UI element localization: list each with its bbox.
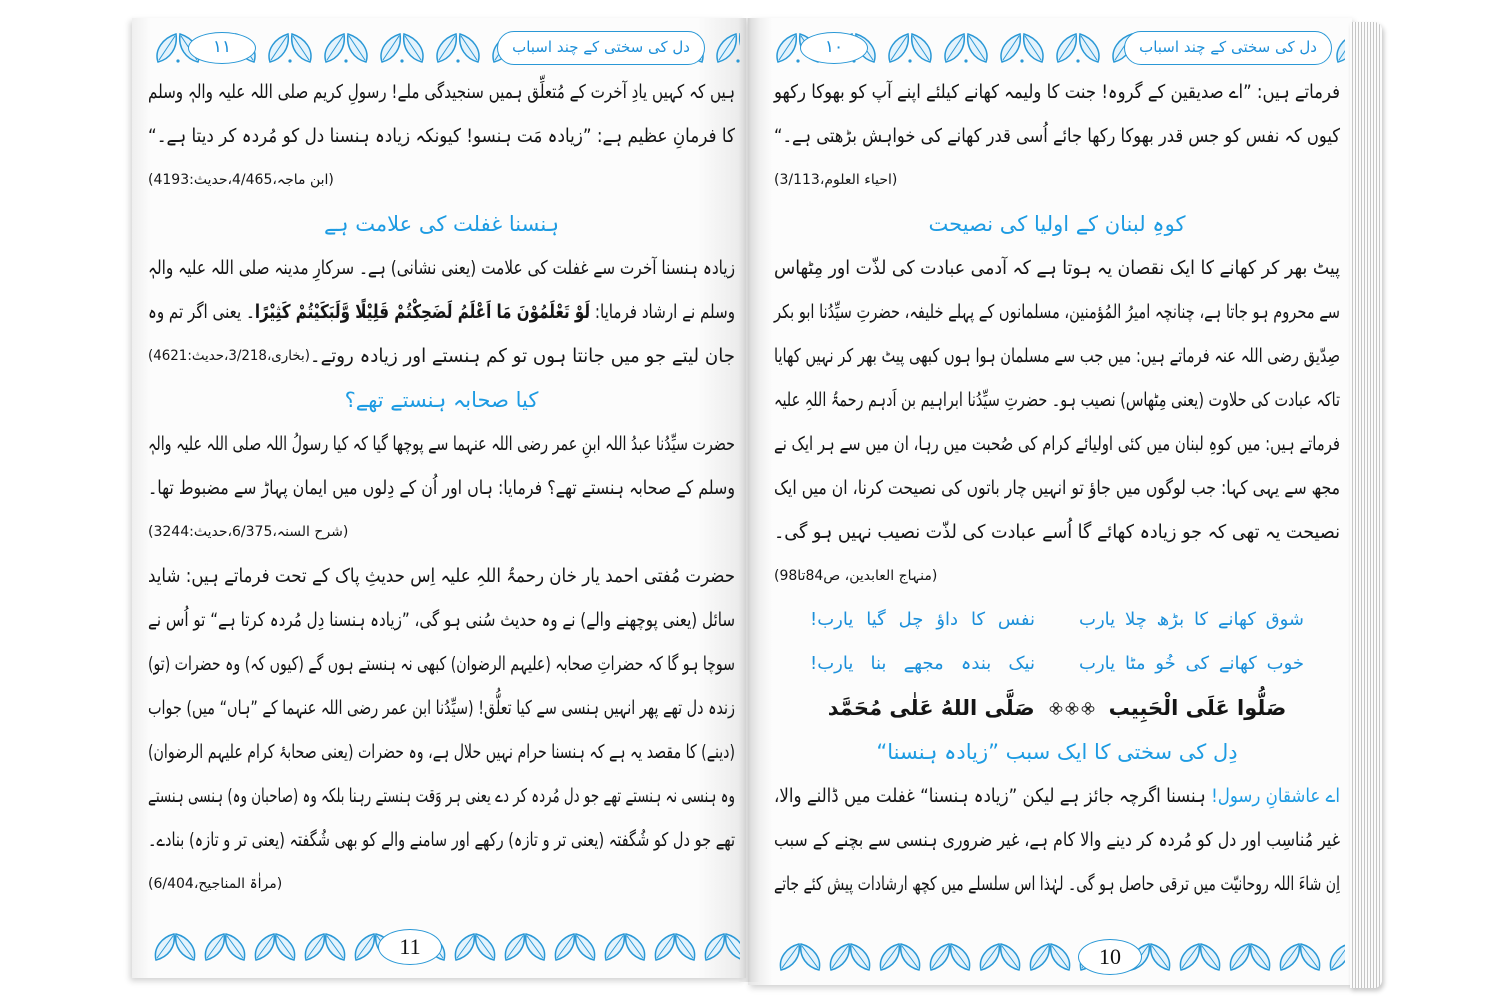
header-page-number: ۱۰ xyxy=(800,32,868,64)
text-line-with-lead xyxy=(774,774,1340,818)
text-line: فرماتے ہیں: میں کوہِ لبنان میں کئی اولیائے کرام کی صُحبت میں رہا، ان میں سے ہر ایک نے xyxy=(774,433,1340,455)
citation: (منہاج العابدین، ص84تا98) xyxy=(774,568,938,584)
poem-couplet xyxy=(774,598,1340,642)
text-line: زیادہ ہنسنا آخرت سے غفلت کی علامت (یعنی نشانی) ہے۔ سرکارِ مدینہ صلی اللہ علیہ والہٖ xyxy=(147,257,735,279)
left-page xyxy=(132,18,746,978)
text-line: تاکہ عبادت کی حلاوت (یعنی مِٹھاس) نصیب ہو۔ حضرتِ سیِّدُنا ابراہیم بن اَدہم رحمۃُ اللہِ علیہ xyxy=(774,389,1340,411)
running-title: دل کی سختی کے چند اسباب xyxy=(497,31,705,65)
flower-ornament-icon xyxy=(1049,701,1095,715)
section-heading: ہنسنا غفلت کی علامت ہے xyxy=(323,212,560,236)
text-line: (دینے) کا مقصد یہ ہے کہ ہنسنا حرام نہیں حلال ہے، وہ حضرات (یعنی صحابۂ کرام علیہم الرضوان) xyxy=(148,741,735,763)
poem-verse: نفس کا داؤ چل گیا یارب! xyxy=(810,609,1035,630)
poem-verse: خوب کھانے کی خُو مٹا یارب xyxy=(1079,653,1304,674)
salutation-response: صَلَّى اللهُ عَلٰى مُحَمَّد xyxy=(827,696,1035,720)
page-content xyxy=(148,70,735,906)
text-line: ہیں کہ کہیں یادِ آخرت کے مُتعلِّق ہمیں سنجیدگی ملے! رسولِ کریم صلی اللہ علیہ والہٖ وسلم xyxy=(147,81,735,103)
book-spine xyxy=(738,18,760,982)
text-line: تھے جو دل کو شُگفتہ (یعنی تر و تازہ) رکھے اور سامنے والے کو بھی شُگفتہ (یعنی تر و تازہ) بنادے۔ xyxy=(147,829,735,851)
citation: (احیاء العلوم،3/113) xyxy=(774,172,898,188)
right-page xyxy=(748,18,1352,985)
text-line: سوچا ہو گا کہ حضراتِ صحابہ (علیہم الرضوان) کبھی نہ ہنستے ہوں گے (کیوں کہ) وہ حضرات (تو) xyxy=(147,653,735,675)
text-line: سے محروم ہو جاتا ہے، چنانچہ امیرُ المُؤمنین، مسلمانوں کے پہلے خلیفہ، حضرتِ سیِّدُنا ابو بکر xyxy=(774,301,1340,323)
text-line: نصیحت یہ تھی کہ جو زیادہ کھائے گا اُسے عبادت کی لذّت نصیب نہیں ہو گی۔ xyxy=(773,521,1340,543)
poem-couplet xyxy=(774,642,1340,686)
leaf-ornament-icon xyxy=(775,939,1345,975)
quranic-verse: لَوْ تَعْلَمُوْنَ مَا اَعْلَمُ لَضَحِكْتُمْ قَلِيْلًا وَّلَبَكَيْتُمْ كَثِيْرًا xyxy=(254,301,591,323)
page-content xyxy=(774,70,1340,906)
text-line: غیر مُناسِب اور دل کو مُردہ کر دینے والا کام ہے، غیر ضروری ہنسی سے بچنے کے سبب xyxy=(774,829,1340,851)
salutation xyxy=(774,686,1340,730)
text-line: وہ ہنسی نہ ہنستے تھے جو دل مُردہ کر دے یعنی ہر وَقت ہنستے رہنا بلکہ وہ (صاحبان وہ) ہنسی ہنستے xyxy=(148,785,736,807)
page-edges xyxy=(1350,22,1382,988)
text-line: حضرت سیِّدُنا عبدُ اللہ ابنِ عمر رضی اللہ عنہما سے پوچھا گیا کہ کیا رسولُ اللہ صلی اللہ علیہ والہٖ xyxy=(147,433,735,455)
section-heading: کیا صحابہ ہنستے تھے؟ xyxy=(344,388,539,412)
citation: (ابن ماجہ،4/465،حدیث:4193) xyxy=(148,172,334,188)
citation: (بخاری،3/218،حدیث:4621) xyxy=(148,348,310,364)
text-line: وسلم کے صحابہ ہنستے تھے؟ فرمایا: ہاں اور اُن کے دِلوں میں ایمان پہاڑ سے مضبوط تھا۔ xyxy=(147,477,735,499)
verse-lead-in: وسلم نے ارشاد فرمایا: xyxy=(594,301,735,323)
poem-verse: شوق کھانے کا بڑھ چلا یارب xyxy=(1079,609,1304,630)
text-line-with-verse xyxy=(147,290,735,334)
page-footer xyxy=(150,929,740,965)
leaf-ornament-icon xyxy=(150,929,740,965)
text-line-with-citation xyxy=(148,334,735,378)
text-line: حضرت مُفتی احمد یار خان رحمۃُ اللہِ علیہ اِس حدیثِ پاک کے تحت فرماتے ہیں: شاید xyxy=(148,565,735,587)
header-page-number: ۱۱ xyxy=(188,32,256,64)
text-line: فرماتے ہیں: ”اے صدیقین کے گروہ! جنت کا ولیمہ کھانے کیلئے اپنے آپ کو بھوکا رکھو xyxy=(774,81,1340,103)
text-line: کیوں کہ نفس کو جس قدر بھوکا رکھا جائے اُسی قدر کھانے کی خواہش بڑھتی ہے۔“ xyxy=(774,125,1340,147)
citation: (مراٰۃ المناجیح،6/404) xyxy=(148,876,283,892)
text-line: کا فرمانِ عظیم ہے: ”زیادہ مَت ہنسو! کیونکہ زیادہ ہنسنا دل کو مُردہ کر دیتا ہے۔“ xyxy=(147,125,735,147)
footer-page-number: 10 xyxy=(1078,939,1142,975)
section-heading: دِل کی سختی کا ایک سبب ”زیادہ ہنسنا“ xyxy=(876,740,1238,764)
text-line: مجھ سے یہی کہا: جب لوگوں میں جاؤ تو انہیں چار باتوں کی نصیحت کرنا، ان میں ایک xyxy=(773,477,1340,499)
text-line: زندہ دل تھے پھر انہیں ہنسی سے کیا تعلُّق! (سیِّدُنا ابن عمر رضی اللہ عنہما کے ”ہاں“ میں) جواب xyxy=(147,697,736,719)
page-footer xyxy=(775,939,1345,975)
poem-verse: نیک بندہ مجھے بنا یارب! xyxy=(810,653,1035,674)
running-header xyxy=(150,30,740,66)
citation: (شرح السنہ،6/375،حدیث:3244) xyxy=(148,524,349,540)
footer-page-number: 11 xyxy=(378,929,442,965)
text-line: اِن شاءَ اللہ روحانیّت میں ترقی حاصل ہو گی۔ لہٰذا اس سلسلے میں کچھ ارشادات پیش کئے جاتے xyxy=(774,873,1340,895)
text-line: پیٹ بھر کر کھانے کا ایک نقصان یہ ہوتا ہے کہ آدمی عبادت کی لذّت اور مِٹھاس xyxy=(774,257,1340,279)
text-line: سائل (یعنی پوچھنے والے) نے وہ حدیث سُنی ہو گی، ”زیادہ ہنسنا دِل مُردہ کرتا ہے“ تو اُس نے xyxy=(147,609,736,631)
text-line-rest: ہنسنا اگرچہ جائز ہے لیکن ”زیادہ ہنسنا“ غفلت میں ڈالنے والا، xyxy=(774,785,1206,807)
running-title: دل کی سختی کے چند اسباب xyxy=(1124,31,1332,65)
salutation-call: صَلُّوا عَلَى الْحَبِيب xyxy=(1108,696,1287,720)
text-line: صِدّیق رضی اللہ عنہ فرماتے ہیں: میں جب سے مسلمان ہوا ہوں کبھی پیٹ بھر کر نہیں کھایا xyxy=(774,345,1340,367)
text-line-end: جان لیتے جو میں جانتا ہوں تو کم ہنستے اور زیادہ روتے۔ xyxy=(309,345,735,367)
address-lead: اے عاشقانِ رسول! xyxy=(1211,785,1340,807)
verse-translation-start: ۔ یعنی اگر تم وہ xyxy=(147,301,255,323)
running-header xyxy=(770,30,1345,66)
section-heading: کوہِ لبنان کے اولیا کی نصیحت xyxy=(928,212,1186,236)
